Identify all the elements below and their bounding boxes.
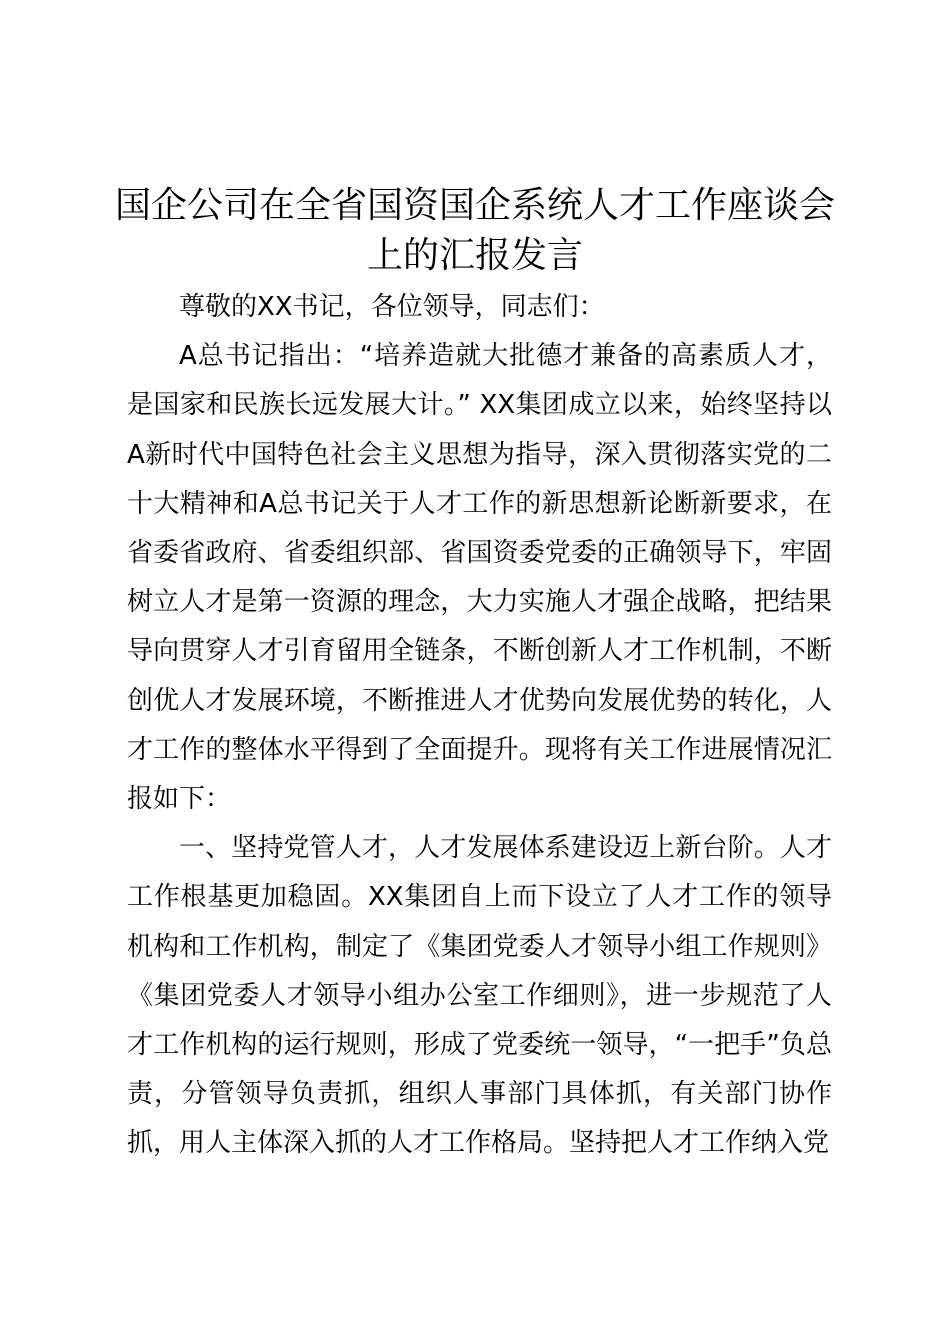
section-1-body: 人才工作根基更加稳固。XX集团自上而下设立了人才工作的领导机构和工作机构，制定了《集团党委人才领导小组工作规则》《集团党委人才领导小组办公室工作细则》，进一步规范了人才工作机构的运行规则，形成了党委统一领导，“一把手”负总责，分管领导负责抓，组织人事部门具体抓，有关部门协作抓，用人主体深入抓的人才工作格局。坚持把人才工作纳入党 <box>127 833 832 1159</box>
section-1-paragraph <box>127 824 832 1168</box>
document-body <box>127 283 832 1169</box>
document-title-line-1: 国企公司在全省国资国企系统人才工作座谈会 <box>114 185 835 226</box>
intro-paragraph: A总书记指出：“培养造就大批德才兼备的高素质人才，是国家和民族长远发展大计。” XX集团成立以来，始终坚持以A新时代中国特色社会主义思想为指导，深入贯彻落实党的二十大精神和A总书记关于人才工作的新思想新论断新要求，在省委省政府、省委组织部、省国资委党委的正确领导下，牢固树立人才是第一资源的理念，大力实施人才强企战略，把结果导向贯穿人才引育留用全链条，不断创新人才工作机制，不断创优人才发展环境，不断推进人才优势向发展优势的转化，人才工作的整体水平得到了全面提升。现将有关工作进展情况汇报如下： <box>127 341 832 815</box>
document-title-line-2: 上的汇报发言 <box>366 235 583 276</box>
section-1-heading: 一、坚持党管人才，人才发展体系建设迈上新台阶。 <box>179 833 780 864</box>
salutation: 尊敬的XX书记，各位领导，同志们： <box>179 292 605 322</box>
